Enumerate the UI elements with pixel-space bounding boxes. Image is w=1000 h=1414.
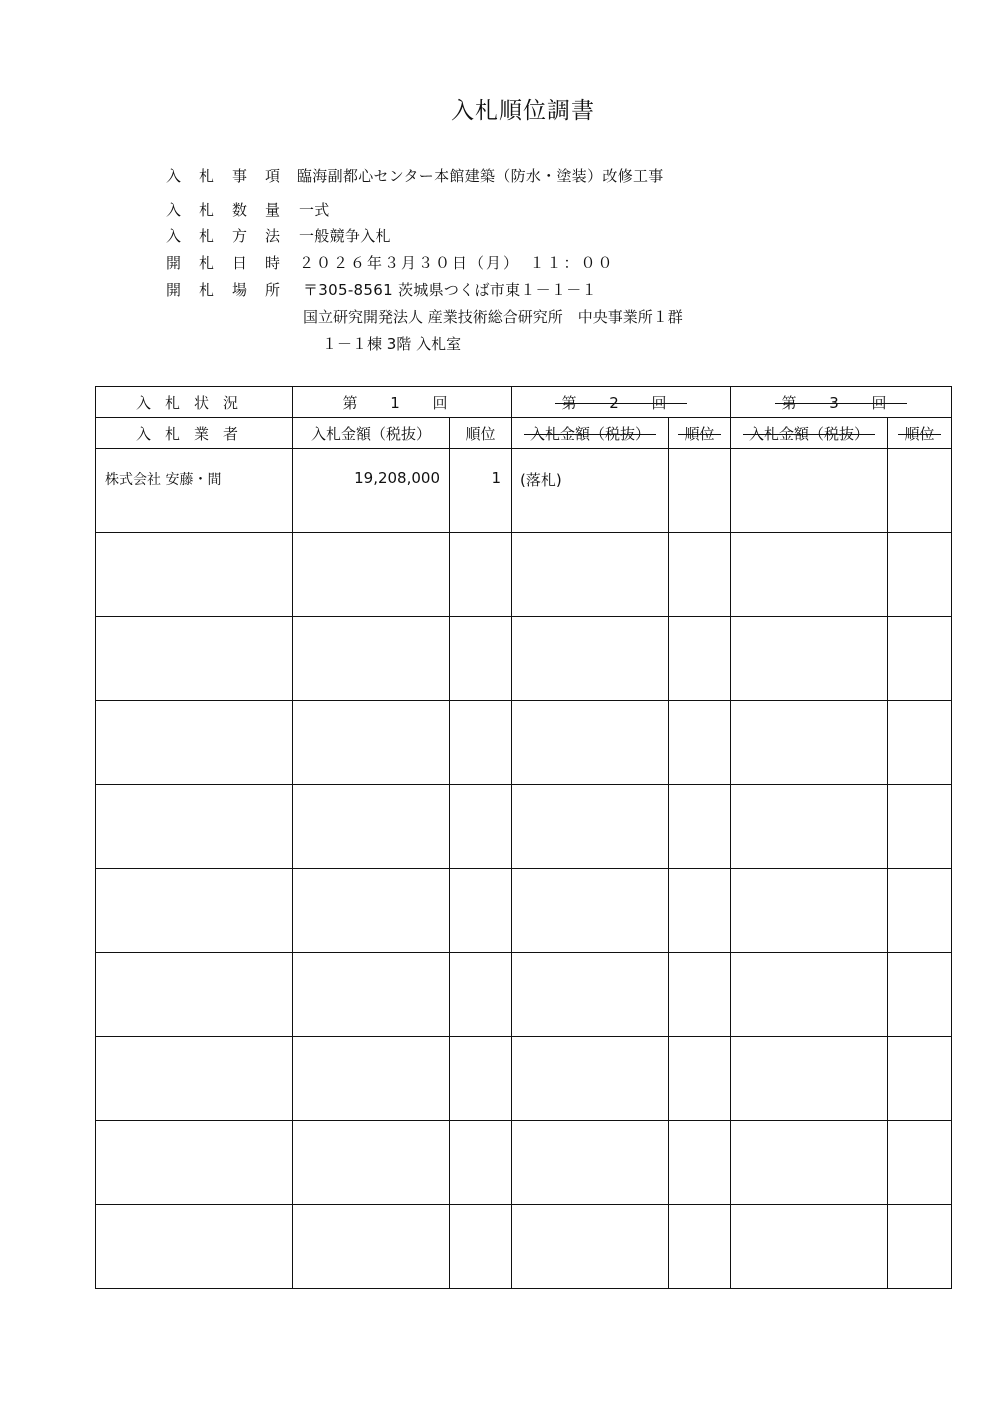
table-row bbox=[96, 617, 952, 701]
r3-amount-cell bbox=[731, 701, 888, 785]
r1-rank-cell bbox=[450, 617, 512, 701]
info-label-method: 入札方法 bbox=[166, 227, 299, 245]
r2-rank-cell bbox=[669, 1037, 731, 1121]
r2-amount-cell bbox=[512, 1121, 669, 1205]
r2-amount-cell bbox=[512, 869, 669, 953]
r2-amount-cell bbox=[512, 953, 669, 1037]
r1-amount-cell bbox=[293, 533, 450, 617]
r1-rank-cell bbox=[450, 701, 512, 785]
company-cell: 株式会社 安藤・間 bbox=[96, 449, 293, 533]
r1-rank-cell bbox=[450, 1037, 512, 1121]
table-row bbox=[96, 533, 952, 617]
header-row-rounds bbox=[96, 387, 952, 418]
info-value-datetime: ２０２６年３月３０日（月） １１：００ bbox=[299, 254, 615, 272]
r1-amount-cell bbox=[293, 953, 450, 1037]
info-place-line3: １－１棟 3階 入札室 bbox=[322, 335, 462, 353]
r3-amount-cell bbox=[731, 785, 888, 869]
r3-amount-cell bbox=[731, 533, 888, 617]
r3-amount-cell bbox=[731, 617, 888, 701]
r1-amount-cell bbox=[293, 869, 450, 953]
r3-rank-cell bbox=[888, 449, 952, 533]
r2-amount-cell bbox=[512, 1205, 669, 1289]
info-place-line2: 国立研究開発法人 産業技術総合研究所 中央事業所１群 bbox=[303, 308, 683, 326]
info-value-subject: 臨海副都心センター本館建築（防水・塗装）改修工事 bbox=[297, 167, 664, 185]
r1-amount-cell bbox=[293, 617, 450, 701]
r1-amount-cell: 19,208,000 bbox=[293, 449, 450, 533]
header-r1-rank: 順位 bbox=[450, 418, 512, 449]
company-cell bbox=[96, 869, 293, 953]
company-cell bbox=[96, 953, 293, 1037]
header-r2-amount: 入札金額（税抜） bbox=[512, 418, 669, 449]
header-round-3: 第 3 回 bbox=[731, 387, 952, 418]
r2-rank-cell bbox=[669, 449, 731, 533]
r3-amount-cell bbox=[731, 869, 888, 953]
r1-rank-cell bbox=[450, 953, 512, 1037]
header-r2-rank: 順位 bbox=[669, 418, 731, 449]
header-round-1: 第 1 回 bbox=[293, 387, 512, 418]
r1-amount-cell bbox=[293, 701, 450, 785]
r3-rank-cell bbox=[888, 785, 952, 869]
header-bid-status: 入札状況 bbox=[96, 387, 293, 418]
r2-rank-cell bbox=[669, 869, 731, 953]
r1-rank-cell bbox=[450, 785, 512, 869]
info-label-subject: 入札事項 bbox=[166, 167, 299, 185]
r3-rank-cell bbox=[888, 701, 952, 785]
info-label-quantity: 入札数量 bbox=[166, 201, 299, 219]
r1-amount-cell bbox=[293, 785, 450, 869]
r2-amount-cell bbox=[512, 1037, 669, 1121]
table-row bbox=[96, 1205, 952, 1289]
info-label-datetime: 開札日時 bbox=[166, 254, 299, 272]
info-value-quantity: 一式 bbox=[299, 201, 330, 219]
r3-amount-cell bbox=[731, 449, 888, 533]
r2-rank-cell bbox=[669, 1205, 731, 1289]
r3-rank-cell bbox=[888, 1037, 952, 1121]
r3-rank-cell bbox=[888, 1121, 952, 1205]
company-cell bbox=[96, 1121, 293, 1205]
r2-amount-cell bbox=[512, 617, 669, 701]
header-r3-rank: 順位 bbox=[888, 418, 952, 449]
r2-rank-cell bbox=[669, 1121, 731, 1205]
table-row bbox=[96, 1037, 952, 1121]
header-row-columns bbox=[96, 418, 952, 449]
r3-rank-cell bbox=[888, 869, 952, 953]
r3-rank-cell bbox=[888, 953, 952, 1037]
info-label-place: 開札場所 bbox=[166, 281, 299, 299]
r2-amount-cell bbox=[512, 785, 669, 869]
company-cell bbox=[96, 701, 293, 785]
r3-amount-cell bbox=[731, 953, 888, 1037]
r1-rank-cell: 1 bbox=[450, 449, 512, 533]
r2-rank-cell bbox=[669, 953, 731, 1037]
header-r1-amount: 入札金額（税抜） bbox=[293, 418, 450, 449]
bid-ranking-table bbox=[95, 386, 952, 1289]
company-cell bbox=[96, 533, 293, 617]
r3-rank-cell bbox=[888, 617, 952, 701]
r3-amount-cell bbox=[731, 1121, 888, 1205]
table-row bbox=[96, 701, 952, 785]
r1-rank-cell bbox=[450, 869, 512, 953]
header-round-2: 第 2 回 bbox=[512, 387, 731, 418]
r2-amount-cell bbox=[512, 533, 669, 617]
company-cell bbox=[96, 1037, 293, 1121]
r1-amount-cell bbox=[293, 1205, 450, 1289]
r2-rank-cell bbox=[669, 785, 731, 869]
company-cell bbox=[96, 617, 293, 701]
r1-amount-cell bbox=[293, 1121, 450, 1205]
r2-rank-cell bbox=[669, 701, 731, 785]
company-cell bbox=[96, 785, 293, 869]
r2-amount-cell bbox=[512, 701, 669, 785]
info-value-place: 〒305-8561 茨城県つくば市東１－１－１ bbox=[303, 281, 597, 299]
header-r3-amount: 入札金額（税抜） bbox=[731, 418, 888, 449]
r3-amount-cell bbox=[731, 1037, 888, 1121]
r2-amount-cell: (落札) bbox=[512, 449, 669, 533]
table-row bbox=[96, 449, 952, 533]
table-row bbox=[96, 953, 952, 1037]
r1-amount-cell bbox=[293, 1037, 450, 1121]
r1-rank-cell bbox=[450, 533, 512, 617]
header-bidder: 入札業者 bbox=[96, 418, 293, 449]
r1-rank-cell bbox=[450, 1205, 512, 1289]
r3-rank-cell bbox=[888, 1205, 952, 1289]
table-row bbox=[96, 869, 952, 953]
document-title: 入札順位調書 bbox=[451, 98, 595, 124]
r1-rank-cell bbox=[450, 1121, 512, 1205]
r2-rank-cell bbox=[669, 533, 731, 617]
r2-rank-cell bbox=[669, 617, 731, 701]
r3-rank-cell bbox=[888, 533, 952, 617]
company-cell bbox=[96, 1205, 293, 1289]
table-row bbox=[96, 785, 952, 869]
table-row bbox=[96, 1121, 952, 1205]
info-value-method: 一般競争入札 bbox=[299, 227, 391, 245]
r3-amount-cell bbox=[731, 1205, 888, 1289]
